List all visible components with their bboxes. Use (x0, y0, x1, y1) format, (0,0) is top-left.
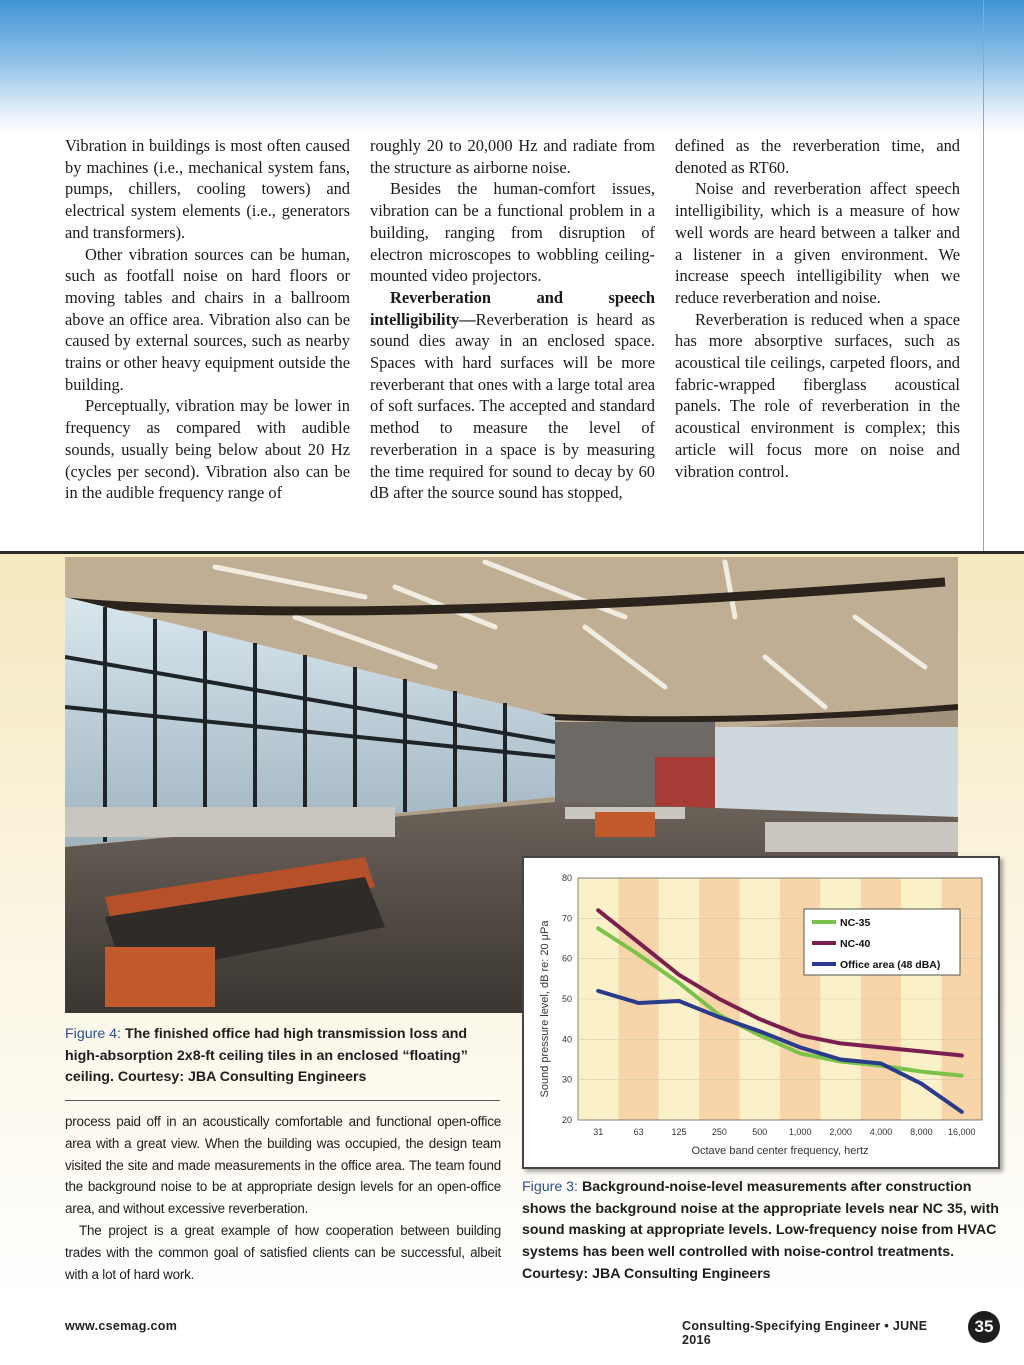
article-continuation (65, 1111, 501, 1285)
figure-3-caption (522, 1177, 1000, 1286)
paragraph: Other vibration sources can be human, such as footfall noise on hard floors or moving tables and chairs in a ballroom above an office area. Vibration also can be caused by external sources, such as nearby trains or other heavy equipment outside the building. (65, 244, 350, 394)
x-tick-label: 2,000 (829, 1127, 852, 1137)
footer-website: www.csemag.com (65, 1319, 178, 1333)
figure-3-chart (522, 856, 1000, 1169)
y-tick-label: 70 (561, 913, 572, 924)
header-band (0, 0, 1024, 135)
vertical-rule (983, 0, 984, 555)
x-tick-label: 500 (752, 1127, 768, 1137)
x-tick-label: 4,000 (869, 1127, 893, 1137)
paragraph: Noise and reverberation affect speech intelligibility, which is a measure of how well words are heard between a talker and a listener in a given environment. We increase speech intelligibility when we reduce reverberation and noise. (675, 179, 960, 307)
legend-label: Office area (48 dBA) (840, 959, 941, 971)
x-tick-label: 31 (593, 1127, 604, 1137)
x-tick-label: 1,000 (788, 1127, 812, 1137)
paragraph: roughly 20 to 20,000 Hz and radiate from the structure as airborne noise. (370, 136, 655, 177)
page-number: 35 (968, 1311, 1000, 1343)
section-heading: Reverberation and speech intelligibility— (370, 287, 655, 329)
article-column-1 (65, 135, 350, 504)
paragraph-text: Reverberation is heard as sound dies away in an enclosed space. Spaces with hard surfaces will be more reverberant that ones with a large total area of soft surfaces. The accepted and standard method to measure the level of reverberation in a space is by measuring the time required for sound to decay by 60 dB after the source sound has stopped, (370, 309, 655, 503)
y-tick-label: 80 (561, 873, 572, 883)
x-tick-label: 125 (671, 1127, 687, 1137)
paragraph: defined as the reverberation time, and denoted as RT60. (675, 136, 960, 177)
figure-label: Figure 4: (65, 1026, 121, 1042)
x-tick-label: 8,000 (910, 1127, 933, 1137)
article-column-3 (675, 135, 960, 482)
paragraph: Vibration in buildings is most often caused by machines (i.e., mechanical system fans, pumps, chillers, cooling towers) and electrical system elements (i.e., generators and transformers). (65, 136, 350, 242)
paragraph: process paid off in an acoustically comfortable and functional open-office area with a great view. When the building was occupied, the design team visited the site and made measurements in the office area. The team found the background noise to be at appropriate design levels for an open-office area, and without excessive reverberation. (65, 1114, 501, 1217)
y-tick-label: 50 (561, 994, 572, 1004)
article-column-2 (370, 135, 655, 504)
x-tick-label: 16,000 (948, 1127, 976, 1137)
legend-label: NC-35 (840, 917, 871, 929)
x-axis-label: Octave band center frequency, hertz (691, 1145, 869, 1157)
paragraph: Perceptually, vibration may be lower in frequency as compared with audible sounds, usually being below about 20 Hz (cycles per second). Vibration also can be in the audible frequency range of (65, 396, 350, 503)
y-tick-label: 30 (561, 1074, 572, 1085)
caption-text: Background-noise-level measurements after construction shows the background noise at the appropriate levels near NC 35, with sound masking at appropriate levels. Low-frequency noise from HVAC systems has been well controlled with noise-control treatments. Courtesy: JBA Consulting Engineers (522, 1179, 999, 1282)
x-tick-label: 250 (711, 1127, 727, 1137)
figure-label: Figure 3: (522, 1179, 578, 1195)
y-tick-label: 60 (561, 953, 572, 964)
figure-4-caption (65, 1024, 500, 1089)
legend-label: NC-40 (840, 938, 871, 950)
paragraph: Besides the human-comfort issues, vibration can be a functional problem in a building, ranging from disruption of electron microscopes to wobbling ceiling-mounted video projectors. (370, 179, 655, 286)
paragraph: Reverberation is reduced when a space has more absorptive surfaces, such as acoustical tile ceilings, carpeted floors, and fabric-wrapped fiberglass acoustical panels. The role of reverberation in the acoustical environment is complex; this article will focus more on noise and vibration control. (675, 309, 960, 481)
caption-text: The finished office had high transmission loss and high-absorption 2x8-ft ceiling tiles in an enclosed “floating” ceiling. Courtesy: JBA Consulting Engineers (65, 1026, 468, 1086)
y-tick-label: 20 (561, 1115, 572, 1125)
x-tick-label: 63 (633, 1127, 644, 1137)
footer-publication: Consulting-Specifying Engineer • JUNE 2016 (682, 1319, 928, 1347)
paragraph (370, 287, 655, 504)
caption-divider (65, 1100, 500, 1101)
noise-level-chart (524, 858, 998, 1167)
y-tick-label: 40 (561, 1034, 572, 1045)
y-axis-label: Sound pressure level, dB re: 20 μPa (539, 920, 551, 1098)
paragraph: The project is a great example of how cooperation between building trades with the common goal of satisfied clients can be successful, albeit with a lot of hard work. (65, 1222, 501, 1282)
